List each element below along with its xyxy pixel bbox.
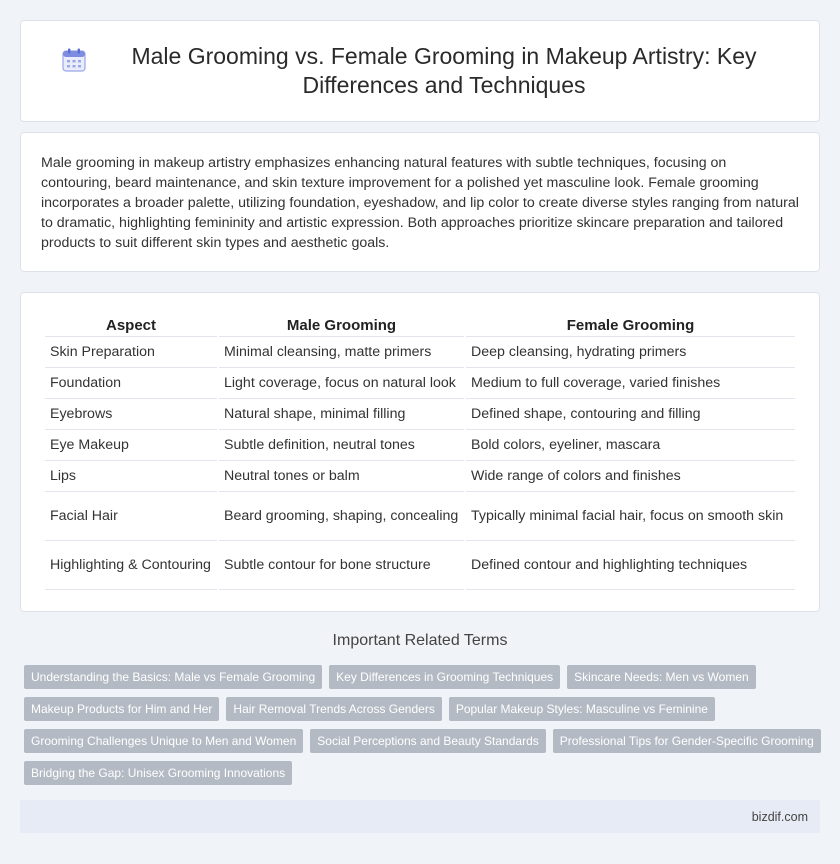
table-row xyxy=(45,337,795,368)
table-header-row xyxy=(45,313,795,337)
table-cell: Bold colors, eyeliner, mascara xyxy=(466,430,795,461)
table-row xyxy=(45,368,795,399)
table-cell: Deep cleansing, hydrating primers xyxy=(466,337,795,368)
table-cell: Skin Preparation xyxy=(45,337,217,368)
column-header-aspect: Aspect xyxy=(45,313,217,337)
table-cell: Beard grooming, shaping, concealing xyxy=(219,492,464,541)
related-term-tag[interactable]: Professional Tips for Gender-Specific Grooming xyxy=(553,729,821,753)
table-row xyxy=(45,492,795,541)
table-cell: Lips xyxy=(45,461,217,492)
table-cell: Neutral tones or balm xyxy=(219,461,464,492)
related-term-tag[interactable]: Key Differences in Grooming Techniques xyxy=(329,665,560,689)
table-cell: Minimal cleansing, matte primers xyxy=(219,337,464,368)
table-cell: Facial Hair xyxy=(45,492,217,541)
related-terms-list xyxy=(24,665,824,785)
column-header-male: Male Grooming xyxy=(219,313,464,337)
table-row xyxy=(45,430,795,461)
header-card xyxy=(20,20,820,122)
table-row xyxy=(45,399,795,430)
related-term-tag[interactable]: Makeup Products for Him and Her xyxy=(24,697,219,721)
related-terms-heading: Important Related Terms xyxy=(332,632,508,649)
table-cell: Subtle contour for bone structure xyxy=(219,541,464,590)
related-term-tag[interactable]: Social Perceptions and Beauty Standards xyxy=(310,729,545,753)
table-row xyxy=(45,541,795,590)
table-cell: Eyebrows xyxy=(45,399,217,430)
comparison-table-card xyxy=(20,292,820,612)
table-cell: Medium to full coverage, varied finishes xyxy=(466,368,795,399)
title-wrap xyxy=(21,42,819,100)
table-cell: Natural shape, minimal filling xyxy=(219,399,464,430)
table-cell: Eye Makeup xyxy=(45,430,217,461)
comparison-table xyxy=(43,313,797,590)
intro-paragraph: Male grooming in makeup artistry emphasizes enhancing natural features with subtle techniques, focusing on contouring, beard maintenance, and skin texture improvement for a polished yet masculine look. Female grooming incorporates a broader palette, utilizing foundation, eyeshadow, and lip color to create diverse styles ranging from natural to dramatic, highlighting femininity and artistic expression. Both approaches prioritize skincare preparation and tailored products to suit different skin types and aesthetic goals. xyxy=(41,155,799,251)
table-cell: Defined shape, contouring and filling xyxy=(466,399,795,430)
table-row xyxy=(45,461,795,492)
table-cell: Foundation xyxy=(45,368,217,399)
intro-card xyxy=(20,132,820,272)
related-term-tag[interactable]: Grooming Challenges Unique to Men and Women xyxy=(24,729,303,753)
related-term-tag[interactable]: Understanding the Basics: Male vs Female Grooming xyxy=(24,665,322,689)
table-cell: Defined contour and highlighting techniques xyxy=(466,541,795,590)
table-cell: Wide range of colors and finishes xyxy=(466,461,795,492)
related-term-tag[interactable]: Popular Makeup Styles: Masculine vs Feminine xyxy=(449,697,715,721)
calendar-icon xyxy=(61,47,87,73)
page-title: Male Grooming vs. Female Grooming in Makeup Artistry: Key Differences and Techniques xyxy=(131,43,757,98)
footer-brand[interactable]: bizdif.com xyxy=(751,809,808,824)
table-cell: Typically minimal facial hair, focus on smooth skin xyxy=(466,492,795,541)
related-term-tag[interactable]: Hair Removal Trends Across Genders xyxy=(226,697,441,721)
table-cell: Light coverage, focus on natural look xyxy=(219,368,464,399)
table-cell: Highlighting & Contouring xyxy=(45,541,217,590)
related-term-tag[interactable]: Bridging the Gap: Unisex Grooming Innovations xyxy=(24,761,292,785)
related-term-tag[interactable]: Skincare Needs: Men vs Women xyxy=(567,665,756,689)
footer xyxy=(20,800,820,833)
table-cell: Subtle definition, neutral tones xyxy=(219,430,464,461)
column-header-female: Female Grooming xyxy=(466,313,795,337)
